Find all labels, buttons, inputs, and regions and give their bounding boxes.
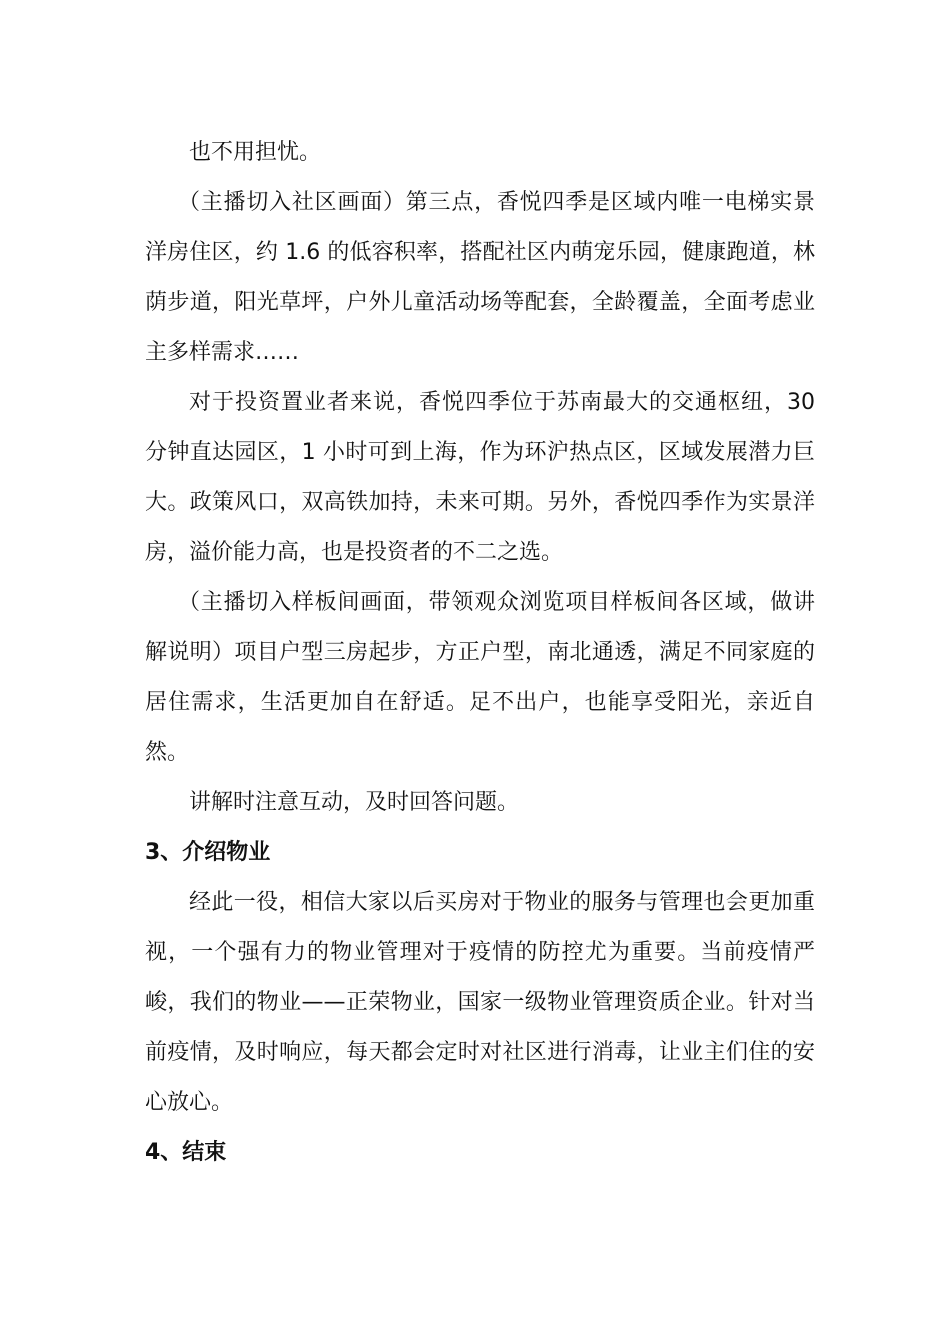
- section-3-heading: 3、介绍物业: [145, 840, 271, 865]
- paragraph-2: （主播切入社区画面）第三点，香悦四季是区域内唯一电梯实景洋房住区，约 1.6 的低容积率，搭配社区内萌宠乐园，健康跑道，林荫步道，阳光草坪，户外儿童活动场等配套，全龄覆盖，全面考虑业主多样需求……: [145, 190, 815, 365]
- section-4-heading: 4、结束: [145, 1140, 227, 1165]
- paragraph-4: （主播切入样板间画面，带领观众浏览项目样板间各区域，做讲解说明）项目户型三房起步，方正户型，南北通透，满足不同家庭的居住需求，生活更加自在舒适。足不出户，也能享受阳光，亲近自然。: [145, 590, 815, 765]
- paragraph-3: 对于投资置业者来说，香悦四季位于苏南最大的交通枢纽，30 分钟直达园区，1 小时可到上海，作为环沪热点区，区域发展潜力巨大。政策风口，双高铁加持，未来可期。另外，香悦四季作为实景洋房，溢价能力高，也是投资者的不二之选。: [145, 390, 815, 565]
- section-3-paragraph: 经此一役，相信大家以后买房对于物业的服务与管理也会更加重视，一个强有力的物业管理对于疫情的防控尤为重要。当前疫情严峻，我们的物业——正荣物业，国家一级物业管理资质企业。针对当前疫情，及时响应，每天都会定时对社区进行消毒，让业主们住的安心放心。: [145, 890, 815, 1115]
- paragraph-1: 也不用担忧。: [189, 140, 322, 165]
- paragraph-5: 讲解时注意互动，及时回答问题。: [189, 790, 520, 815]
- document-body: [145, 128, 815, 1178]
